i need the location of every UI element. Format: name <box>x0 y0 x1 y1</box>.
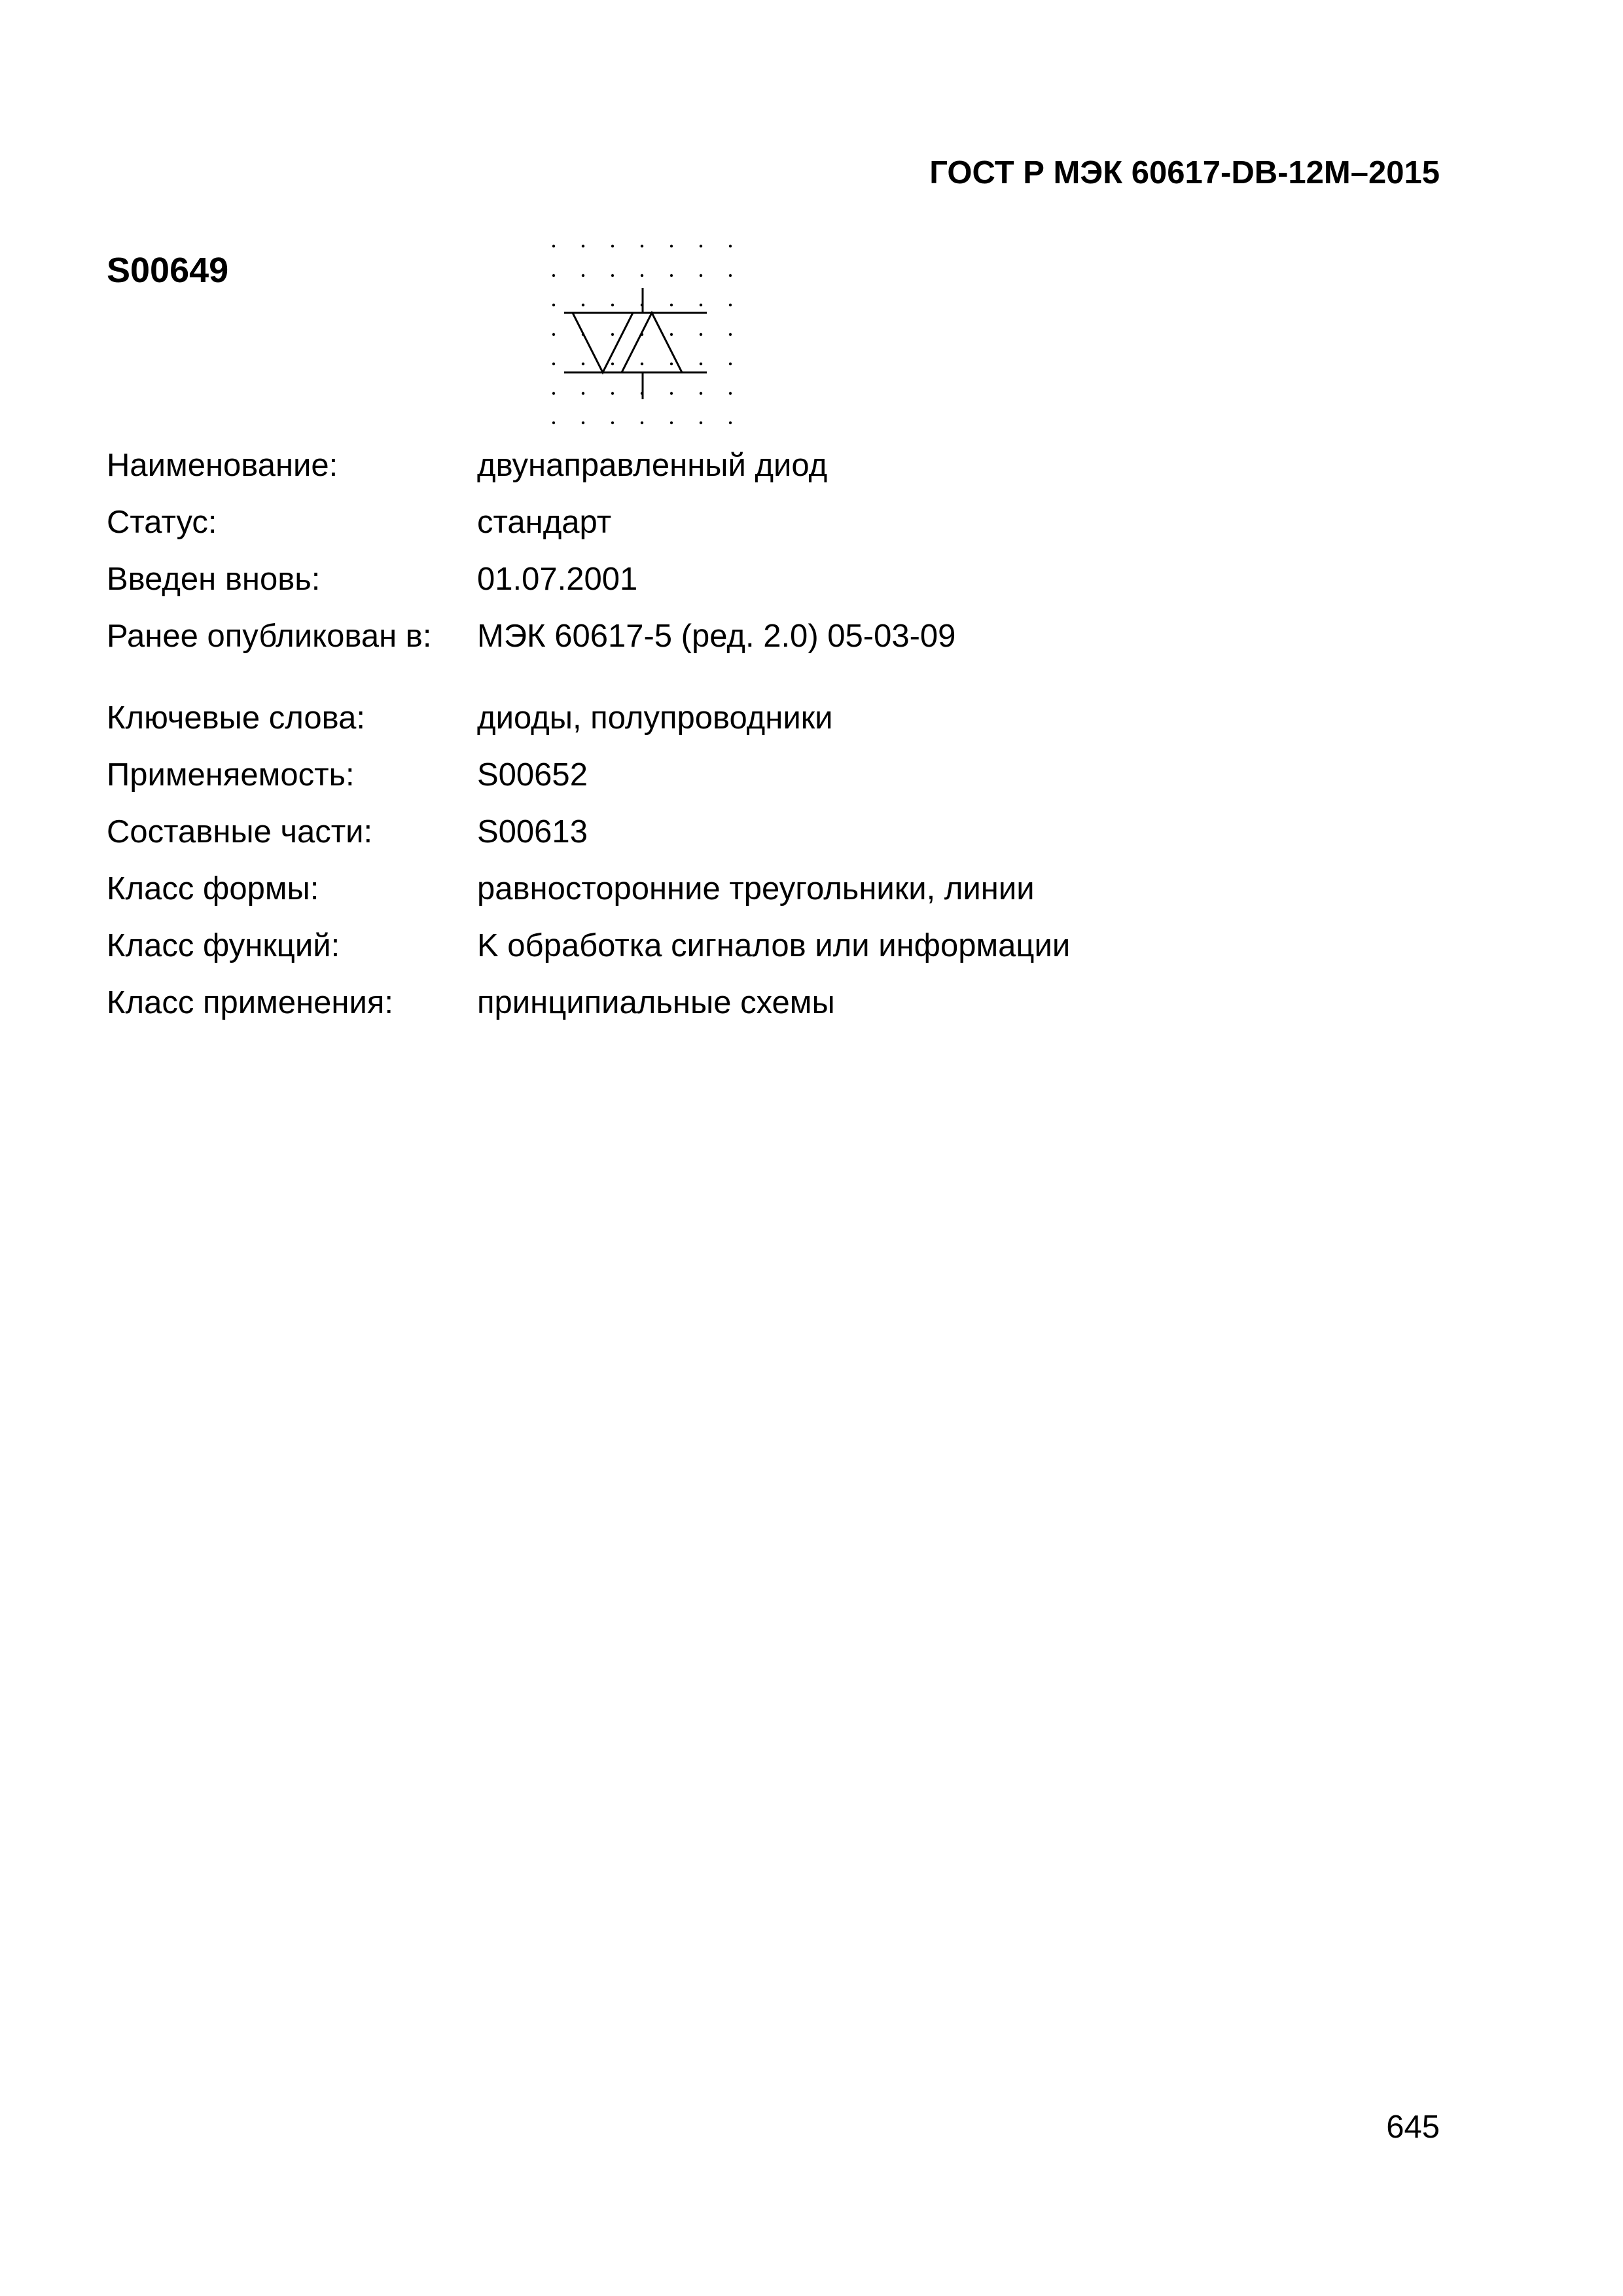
property-label: Наименование: <box>107 448 338 483</box>
grid-dot <box>729 392 732 395</box>
grid-dot <box>552 333 555 336</box>
document-code-header: ГОСТ Р МЭК 60617-DB-12M–2015 <box>929 155 1440 190</box>
grid-dot <box>611 363 614 365</box>
grid-dot <box>670 245 673 247</box>
up-triangle <box>622 313 682 372</box>
grid-dot <box>611 422 614 424</box>
grid-dot <box>552 392 555 395</box>
grid-dot <box>582 274 584 277</box>
grid-dot <box>611 333 614 336</box>
grid-dot <box>729 363 732 365</box>
grid-dot <box>670 274 673 277</box>
grid-dot <box>641 363 643 365</box>
grid-dot <box>729 304 732 306</box>
grid-dot <box>582 363 584 365</box>
grid-dot <box>700 333 702 336</box>
grid-dot <box>552 422 555 424</box>
property-value: S00613 <box>477 814 588 850</box>
grid-dot <box>670 422 673 424</box>
grid-dot <box>582 245 584 247</box>
property-label: Составные части: <box>107 814 373 850</box>
grid-dot <box>670 304 673 306</box>
property-value: стандарт <box>477 505 612 540</box>
grid-dot <box>611 304 614 306</box>
grid-dot <box>670 333 673 336</box>
property-label: Ключевые слова: <box>107 700 365 736</box>
grid-dot <box>700 363 702 365</box>
property-label: Класс применения: <box>107 985 393 1020</box>
grid-dot <box>700 392 702 395</box>
down-triangle <box>573 313 633 372</box>
grid-dot <box>700 304 702 306</box>
property-label: Класс функций: <box>107 928 340 963</box>
property-value: двунаправленный диод <box>477 448 828 483</box>
property-value: S00652 <box>477 757 588 793</box>
grid-dot <box>700 245 702 247</box>
grid-dot <box>582 392 584 395</box>
grid-dot <box>670 363 673 365</box>
grid-dot <box>582 422 584 424</box>
grid-dot <box>552 245 555 247</box>
bidirectional-diode-symbol-icon <box>543 236 740 432</box>
property-value: диоды, полупроводники <box>477 700 833 736</box>
grid-dot <box>611 274 614 277</box>
property-label: Статус: <box>107 505 217 540</box>
grid-dot <box>670 392 673 395</box>
grid-dot <box>611 392 614 395</box>
property-label: Ранее опубликован в: <box>107 619 432 654</box>
property-label: Введен вновь: <box>107 562 321 597</box>
grid-dot <box>700 274 702 277</box>
grid-dot <box>700 422 702 424</box>
grid-dot <box>641 245 643 247</box>
grid-dot <box>641 274 643 277</box>
grid-dot <box>641 422 643 424</box>
grid-dot <box>729 333 732 336</box>
diode-drawing <box>564 288 707 399</box>
property-value: МЭК 60617-5 (ред. 2.0) 05-03-09 <box>477 619 956 654</box>
grid-dot <box>582 304 584 306</box>
grid-dot <box>729 274 732 277</box>
property-value: K обработка сигналов или информации <box>477 928 1071 963</box>
property-value: принципиальные схемы <box>477 985 835 1020</box>
property-value: 01.07.2001 <box>477 562 638 597</box>
grid-dot <box>552 363 555 365</box>
property-label: Применяемость: <box>107 757 355 793</box>
grid-dot <box>611 245 614 247</box>
grid-dot <box>552 304 555 306</box>
property-value: равносторонние треугольники, линии <box>477 871 1035 906</box>
grid-dot <box>552 274 555 277</box>
page-number: 645 <box>1386 2109 1440 2145</box>
property-label: Класс формы: <box>107 871 319 906</box>
grid-dot <box>729 245 732 247</box>
symbol-id: S00649 <box>107 251 229 290</box>
grid-dot <box>729 422 732 424</box>
